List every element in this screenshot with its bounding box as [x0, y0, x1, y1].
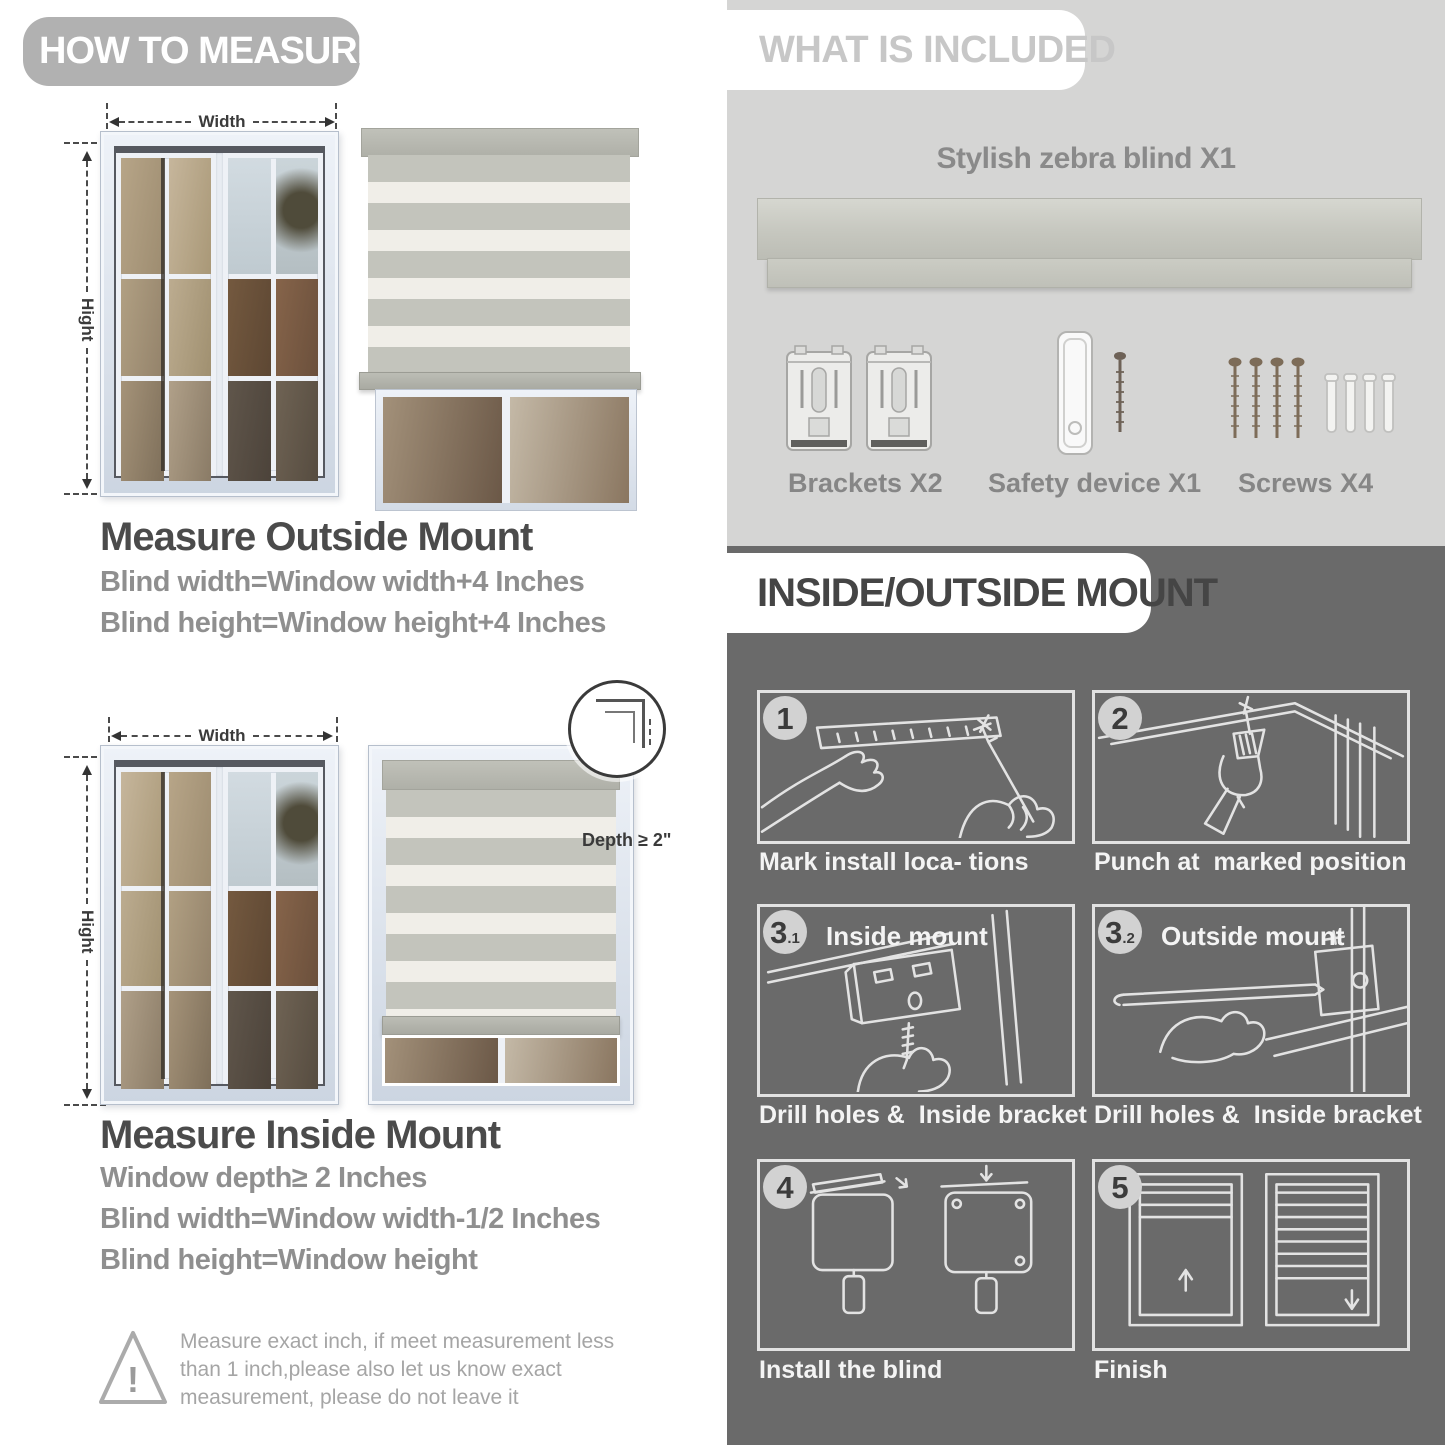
step-5-box — [1092, 1159, 1410, 1351]
blind-fabric — [386, 790, 616, 1016]
mount-banner — [701, 553, 1218, 633]
step-4-badge: 4 — [763, 1165, 807, 1209]
arrow-up-icon — [82, 760, 92, 775]
step-1-badge: 1 — [763, 696, 807, 740]
inside-mount-heading: Measure Inside Mount — [100, 1113, 501, 1157]
drainpipe-reflection — [161, 158, 165, 471]
window-fragment — [382, 1035, 620, 1086]
window-pane — [121, 991, 164, 1089]
hight-annotation-outside — [70, 146, 104, 494]
outside-mount-heading: Measure Outside Mount — [100, 515, 533, 559]
window-pane — [276, 772, 319, 886]
step-3-2-caption: Drill holes & Inside bracket — [1094, 1101, 1422, 1129]
blind-item-label: Stylish zebra blind X1 — [936, 142, 1236, 175]
how-to-measure-title: HOW TO MEASURE — [39, 30, 382, 72]
window-pane — [510, 397, 629, 503]
svg-text:!: ! — [127, 1359, 139, 1400]
step-1-caption: Mark install loca- tions — [759, 848, 1029, 876]
step-5-badge: 5 — [1098, 1165, 1142, 1209]
mount-title: INSIDE/OUTSIDE MOUNT — [757, 570, 1218, 615]
window-pane — [169, 279, 212, 376]
outside-mount-line2: Blind height=Window height+4 Inches — [100, 607, 606, 639]
blind-headrail-lip — [767, 258, 1412, 288]
blind-illustration-inside-mount — [368, 745, 634, 1105]
step-4-caption: Install the blind — [759, 1356, 943, 1384]
window-illustration-inside — [100, 745, 339, 1105]
step-1-box — [757, 690, 1075, 844]
arrow-down-icon — [82, 479, 92, 494]
window-pane — [169, 891, 212, 986]
window-pane — [276, 381, 319, 481]
window-pane — [385, 1038, 498, 1083]
width-label: Width — [198, 112, 246, 131]
step-5-caption: Finish — [1094, 1356, 1168, 1384]
arrow-down-icon — [82, 1089, 92, 1104]
window-pane — [228, 381, 271, 481]
screws-label: Screws X4 — [1238, 468, 1374, 498]
window-pane — [505, 1038, 618, 1083]
hight-annotation-inside — [70, 760, 104, 1104]
safety-device-image — [1052, 330, 1144, 460]
window-pane — [276, 991, 319, 1089]
inside-mount-line3: Blind height=Window height — [100, 1244, 478, 1276]
safety-device-label: Safety device X1 — [988, 468, 1202, 498]
window-pane — [121, 279, 164, 376]
width-annotation-outside — [104, 112, 340, 132]
what-is-included-title: WHAT IS INCLUDED — [759, 28, 1116, 71]
step-2-caption: Punch at marked position — [1094, 848, 1407, 876]
blind-bottom-rail — [359, 372, 641, 390]
window-fragment — [375, 389, 637, 511]
inside-mount-line2: Blind width=Window width-1/2 Inches — [100, 1203, 601, 1235]
window-pane — [121, 158, 164, 274]
window-pane — [228, 158, 271, 274]
window-pane — [228, 991, 271, 1089]
blind-bottom-rail — [382, 1016, 620, 1035]
screws-image — [1225, 352, 1397, 454]
what-is-included-panel — [727, 0, 1445, 546]
arrow-right-icon — [325, 117, 340, 127]
what-is-included-banner — [701, 10, 1116, 90]
outside-mount-line1: Blind width=Window width+4 Inches — [100, 566, 585, 598]
window-pane — [383, 397, 502, 503]
depth-requirement-label: Depth ≥ 2" — [582, 830, 672, 850]
step-3-2-badge: 3 .2 — [1098, 910, 1142, 954]
step-3-1-label: Inside mount — [826, 921, 988, 951]
window-pane — [228, 279, 271, 376]
window-pane — [169, 158, 212, 274]
blind-headrail-image — [757, 198, 1422, 260]
window-pane — [228, 772, 271, 886]
step-3-1-badge: 3 .1 — [763, 910, 807, 954]
warning-icon — [96, 1326, 170, 1410]
mount-steps-panel — [727, 546, 1445, 1445]
window-pane — [121, 381, 164, 481]
inside-mount-line1: Window depth≥ 2 Inches — [100, 1162, 427, 1194]
window-illustration-outside — [100, 131, 339, 497]
width-label: Width — [198, 726, 246, 745]
step-3-2-box — [1092, 904, 1410, 1097]
window-pane — [276, 891, 319, 986]
blind-cassette — [361, 128, 639, 157]
drainpipe-reflection — [161, 772, 165, 1079]
depth-detail-magnifier-icon — [568, 680, 666, 778]
window-pane — [169, 772, 212, 886]
window-pane — [121, 772, 164, 886]
window-pane — [121, 891, 164, 986]
step-3-1-box — [757, 904, 1075, 1097]
window-pane — [276, 279, 319, 376]
window-pane — [228, 891, 271, 986]
window-pane — [276, 158, 319, 274]
warning-line2: than 1 inch,please also let us know exact — [180, 1358, 562, 1381]
window-sash — [116, 767, 216, 1084]
window-pane — [169, 381, 212, 481]
step-3-1-caption: Drill holes & Inside bracket — [759, 1101, 1087, 1129]
brackets-label: Brackets X2 — [788, 468, 943, 498]
warning-line1: Measure exact inch, if meet measurement less — [180, 1330, 615, 1353]
blind-fabric — [368, 155, 630, 372]
step-2-badge: 2 — [1098, 696, 1142, 740]
hight-label: Hight — [78, 910, 97, 954]
brackets-image — [785, 344, 937, 460]
window-pane — [169, 991, 212, 1089]
arrow-up-icon — [82, 146, 92, 161]
width-annotation-inside — [106, 726, 338, 746]
window-sash — [223, 153, 323, 476]
hight-label: Hight — [78, 298, 97, 342]
step-3-2-label: Outside mount — [1161, 921, 1345, 951]
window-sash — [116, 153, 216, 476]
how-to-measure-banner — [23, 17, 382, 86]
window-sash — [223, 767, 323, 1084]
step-2-box — [1092, 690, 1410, 844]
step-4-box — [757, 1159, 1075, 1351]
warning-line3: measurement, please do not leave it — [180, 1386, 519, 1409]
